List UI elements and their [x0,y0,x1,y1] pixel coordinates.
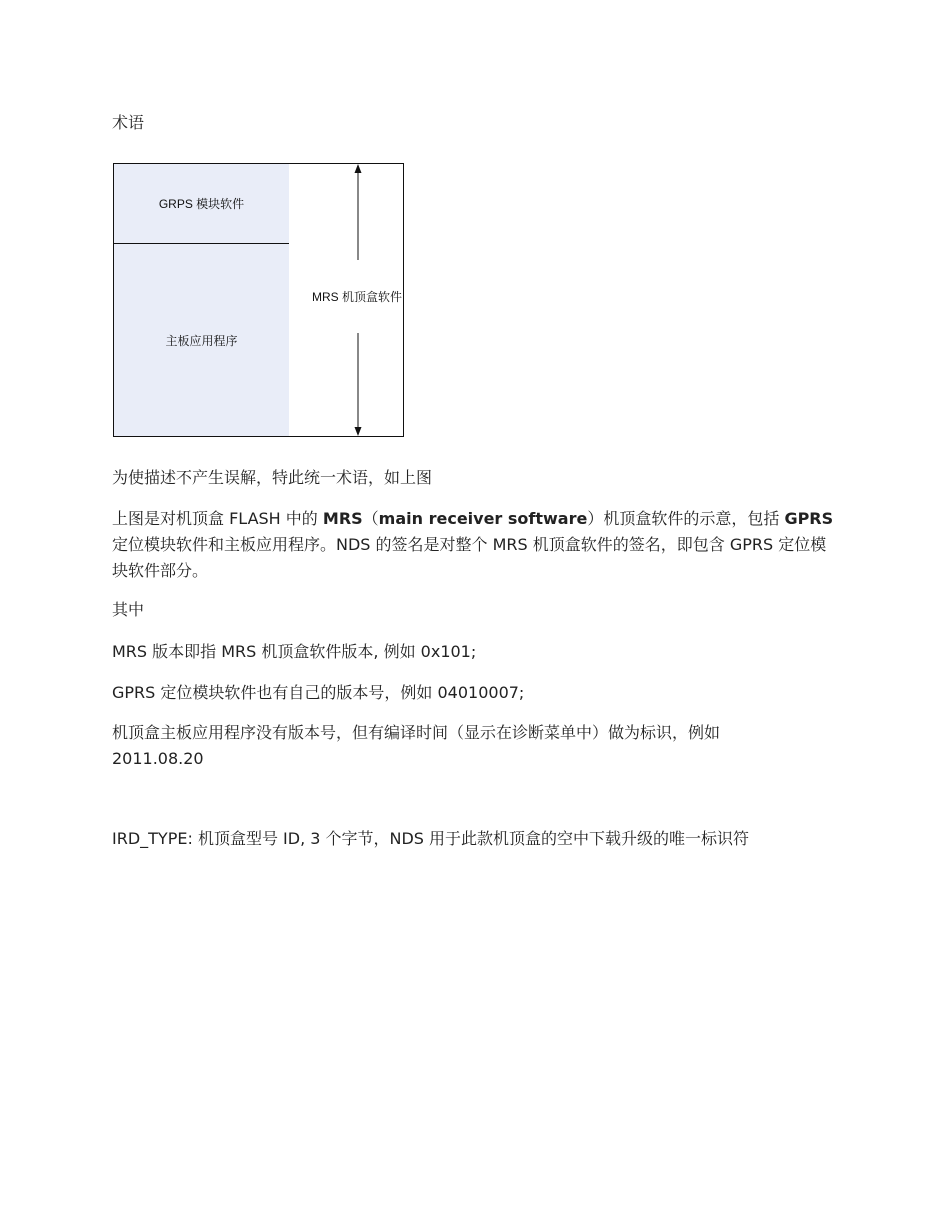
mrs-software-label: MRS 机顶盒软件 [312,290,403,304]
mrs-structure-diagram [113,163,405,437]
paragraph-ird-type: IRD_TYPE: 机顶盒型号 ID, 3 个字节，NDS 用于此款机顶盒的空中下载升级的唯一标识符 [112,829,750,848]
text-span: （ [362,509,379,528]
paragraph-among: 其中 [112,600,145,619]
text-span: 定位模块软件和主板应用程序。NDS 的签名是对整个 MRS 机顶盒软件的签名，即包含 GPRS 定位模块软件部分。 [112,535,827,580]
paragraph-gprs-version: GPRS 定位模块软件也有自己的版本号，例如 04010007; [112,683,525,702]
grps-module-label: GRPS 模块软件 [158,197,245,211]
section-heading: 术语 [112,113,145,132]
paragraph-mrs-version: MRS 版本即指 MRS 机顶盒软件版本, 例如 0x101; [112,642,477,661]
compile-time-line-2: 2011.08.20 [112,749,204,768]
compile-time-line-1: 机顶盒主板应用程序没有版本号，但有编译时间（显示在诊断菜单中）做为标识，例如 [112,723,721,742]
text-span: 上图是对机顶盒 FLASH 中的 [112,509,323,528]
mainboard-app-label: 主板应用程序 [165,333,238,348]
grps-module-box [114,164,289,244]
paragraph-diagram-description [112,506,842,584]
bold-main-receiver-software: main receiver software [378,509,588,528]
left-column-box [113,163,290,437]
mainboard-app-box [114,244,289,436]
paragraph-terminology-note: 为使描述不产生误解，特此统一术语，如上图 [112,468,433,487]
bold-mrs: MRS [322,509,363,528]
paragraph-compile-time [112,720,842,772]
text-span: ）机顶盒软件的示意，包括 [587,509,785,528]
bold-gprs: GPRS [784,509,834,528]
